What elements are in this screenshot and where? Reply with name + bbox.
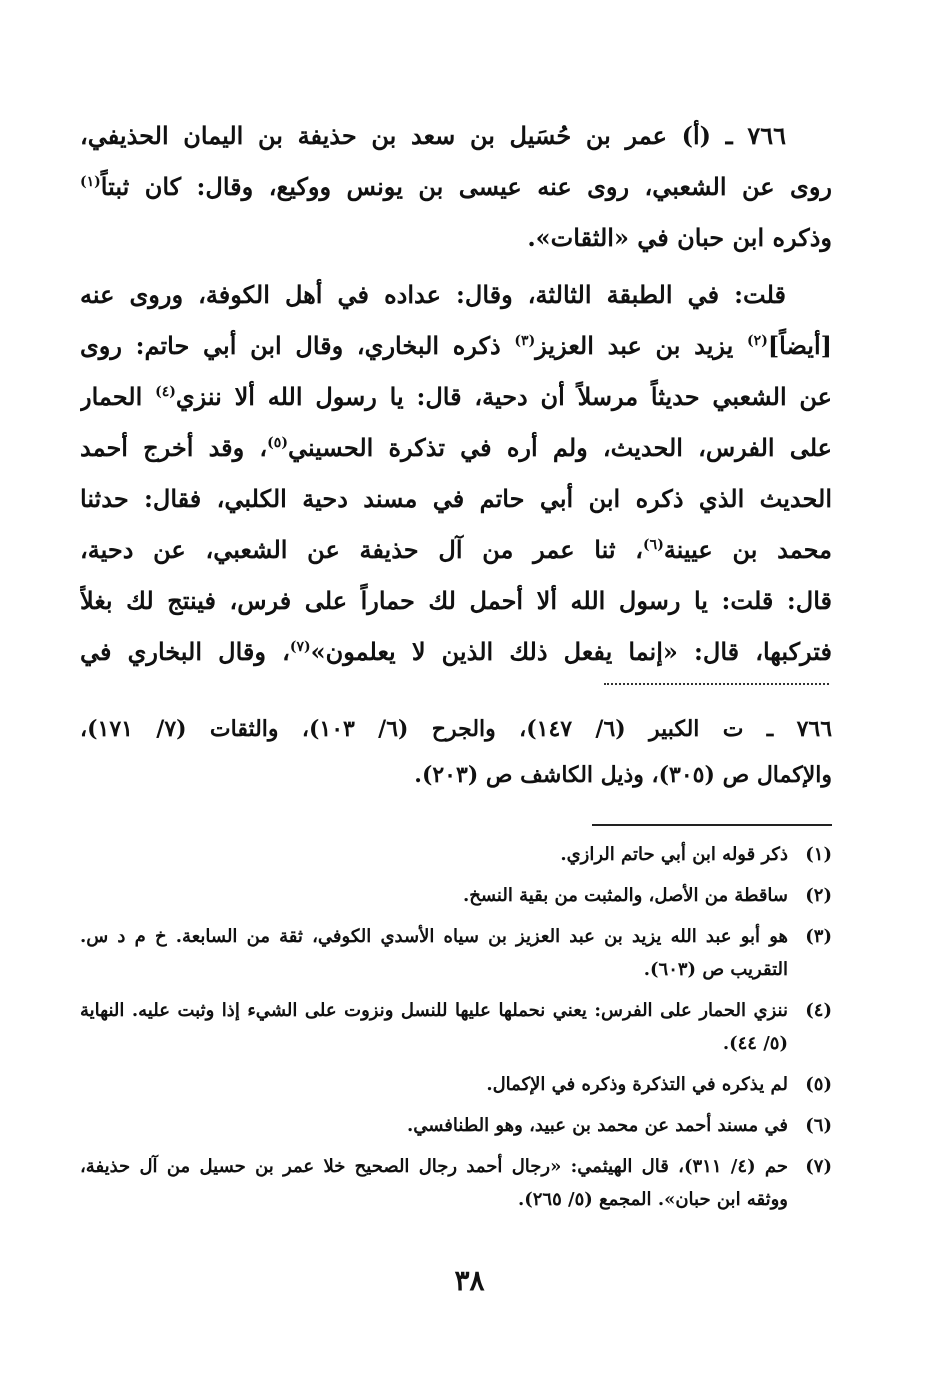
source-line: ٧٦٦ ـ ت الكبير (٦/ ١٤٧)، والجرح (٦/ ١٠٣)، والثقات (٧/ ١٧١)، — [80, 716, 832, 742]
footnote-text: ساقطة من الأصل، والمثبت من بقية النسخ. — [462, 885, 788, 906]
text-line: روى عن الشعبي، روى عنه عيسى بن يونس ووكيع، وقال: كان ثبتاً$^{(١)}$ — [80, 172, 832, 201]
footnote-number: (٣) — [805, 926, 832, 947]
footnote-ref[interactable]: (٥) — [267, 435, 288, 451]
footnote — [80, 1150, 832, 1216]
text-line: قال: قلت: يا رسول الله ألا أحمل لك حماراً على فرس، فينتج لك بغلاً — [80, 586, 832, 615]
footnote-text: حم (٤/ ٣١١)، قال الهيثمي: «رجال أحمد رجال الصحيح خلا عمر بن حسيل من آل حذيفة، ووثقه ابن حبان». المجمع (٥/ ٢٦٥). — [80, 1156, 788, 1210]
text-line: [أيضاً]$^{(٢)}$ يزيد بن عبد العزيز$^{(٣)}$ ذكره البخاري، وقال ابن أبي حاتم: روى — [80, 331, 832, 360]
footnote-rule — [592, 824, 832, 826]
footnote-text: لم يذكره في التذكرة وذكره في الإكمال. — [486, 1074, 788, 1095]
footnote-ref[interactable]: (٦) — [643, 537, 664, 553]
footnote-number: (٤) — [805, 1000, 832, 1021]
footnote — [80, 1068, 832, 1101]
footnote-text: ننزي الحمار على الفرس: يعني نحملها عليها للنسل ونزوت على الشيء إذا وثبت عليه. النهاية (٥/ ٤٤). — [80, 1000, 788, 1054]
footnote-number: (٢) — [805, 885, 832, 906]
footnote-number: (٧) — [805, 1156, 832, 1177]
footnote-number: (١) — [805, 844, 832, 865]
footnote-number: (٦) — [805, 1115, 832, 1136]
footnote-ref[interactable]: (١) — [80, 174, 101, 190]
text-line: فتركبها، قال: «إنما يفعل ذلك الذين لا يعلمون»$^{(٧)}$، وقال البخاري في — [80, 637, 832, 666]
source-line: والإكمال ص (٣٠٥)، وذيل الكاشف ص (٢٠٣). — [414, 762, 832, 788]
footnotes — [80, 838, 832, 1224]
main-text — [80, 110, 832, 677]
text-line: محمد بن عيينة$^{(٦)}$، ثنا عمر من آل حذيفة عن الشعبي، عن دحية، — [80, 535, 832, 564]
dotted-separator — [604, 683, 829, 685]
text-line: عن الشعبي حديثاً مرسلاً أن دحية، قال: يا رسول الله ألا ننزي$^{(٤)}$ الحمار — [80, 382, 832, 411]
text-line: الحديث الذي ذكره ابن أبي حاتم في مسند دحية الكلبي، فقال: حدثنا — [80, 484, 832, 513]
footnote — [80, 920, 832, 986]
footnote — [80, 838, 832, 871]
text-line: على الفرس، الحديث، ولم أره في تذكرة الحسيني$^{(٥)}$، وقد أخرج أحمد — [80, 433, 832, 462]
footnote — [80, 879, 832, 912]
text-line: وذكره ابن حبان في «الثقات». — [527, 223, 832, 252]
footnote — [80, 1109, 832, 1142]
page-number: ٣٨ — [454, 1264, 485, 1297]
text-line: قلت: في الطبقة الثالثة، وقال: عداده في أهل الكوفة، وروى عنه — [80, 280, 786, 309]
footnote-ref[interactable]: (٧) — [289, 639, 311, 655]
footnote-ref[interactable]: (٣) — [514, 333, 536, 349]
footnote-number: (٥) — [805, 1074, 832, 1095]
footnote-text: هو أبو عبد الله يزيد بن عبد العزيز بن سياه الأسدي الكوفي، ثقة من السابعة. خ م د س. التقريب ص (٦٠٣). — [80, 926, 788, 980]
footnote — [80, 994, 832, 1060]
footnote-ref[interactable]: (٢) — [747, 333, 768, 349]
footnote-text: ذكر قوله ابن أبي حاتم الرازي. — [560, 844, 788, 865]
text-line: ٧٦٦ ـ (أ) عمر بن حُسَيل بن سعد بن حذيفة بن اليمان الحذيفي، — [80, 121, 786, 150]
source-references — [80, 706, 832, 798]
footnote-text: في مسند أحمد عن محمد بن عبيد، وهو الطنافسي. — [406, 1115, 788, 1136]
footnote-ref[interactable]: (٤) — [155, 384, 176, 400]
